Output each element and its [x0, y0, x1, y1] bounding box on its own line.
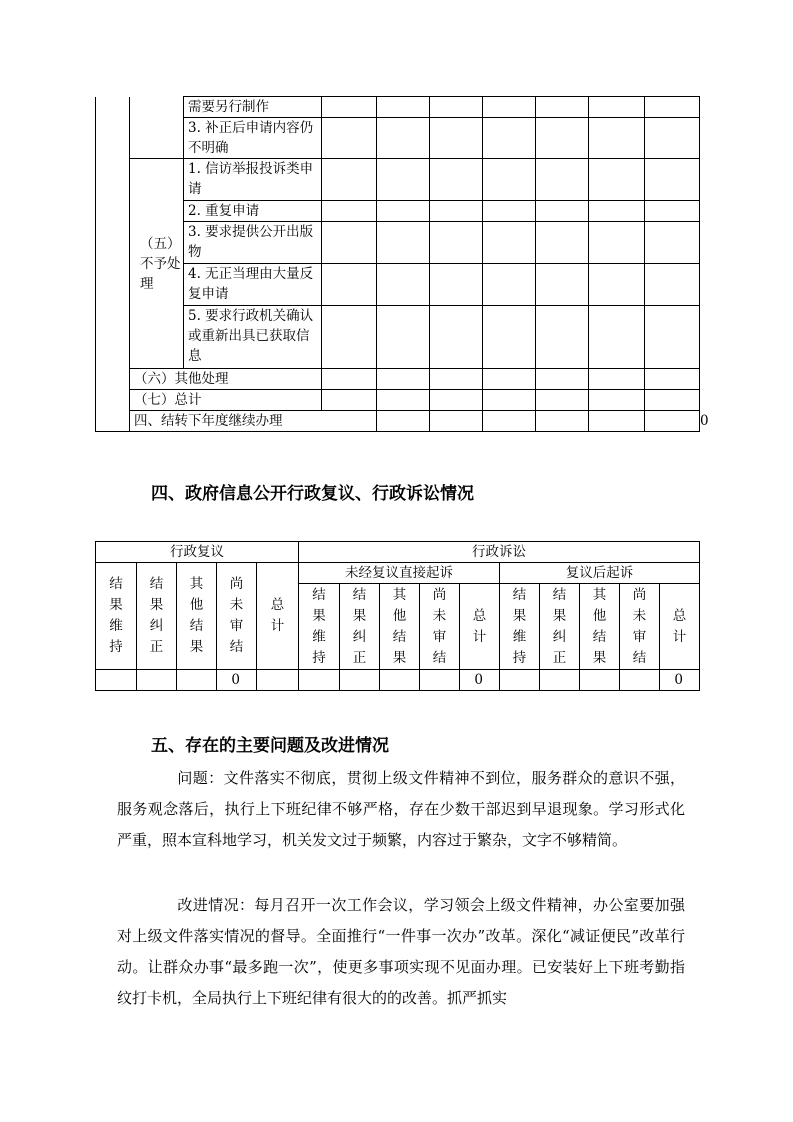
- head-review: 行政复议: [96, 542, 299, 563]
- empty-cell: [377, 159, 430, 201]
- empty-cell: [377, 222, 430, 264]
- empty-cell: [589, 369, 645, 390]
- review-total-value: 0: [217, 670, 257, 691]
- col-maintain: 结果维持: [500, 584, 540, 670]
- empty-cell: [377, 201, 430, 222]
- empty-cell: [536, 201, 589, 222]
- empty-cell: [322, 201, 377, 222]
- row-label: 3. 补正后申请内容仍不明确: [184, 118, 322, 159]
- empty-cell: [299, 670, 340, 691]
- review-litigation-table: [95, 541, 700, 691]
- empty-cell: [483, 369, 536, 390]
- col-correct: 结果纠正: [540, 584, 580, 670]
- empty-cell: [536, 411, 589, 432]
- empty-cell: [540, 670, 580, 691]
- empty-cell: [322, 97, 377, 118]
- empty-cell: [580, 670, 620, 691]
- col-other: 其他结果: [580, 584, 620, 670]
- empty-cell: [536, 369, 589, 390]
- problem-paragraph: 问题：文件落实不彻底，贯彻上级文件精神不到位，服务群众的意识不强，服务观念落后，执行上下班纪律不够严格，存在少数干部迟到早退现象。学习形式化严重，照本宣科地学习，机关发文过于频繁，内容过于繁杂，文字不够精简。: [117, 769, 685, 849]
- empty-cell: [536, 118, 589, 159]
- empty-cell: [483, 118, 536, 159]
- empty-cell: [420, 670, 460, 691]
- empty-cell: [620, 670, 660, 691]
- empty-cell: [96, 670, 137, 691]
- empty-cell: [536, 264, 589, 306]
- empty-cell: [430, 306, 483, 369]
- section-5-title: 五、存在的主要问题及改进情况: [151, 736, 389, 756]
- empty-cell: [377, 369, 430, 390]
- empty-cell: [645, 264, 700, 306]
- empty-cell: [645, 390, 700, 411]
- empty-cell: [589, 118, 645, 159]
- empty-cell: [177, 670, 217, 691]
- empty-cell: [536, 159, 589, 201]
- row-label: 3. 要求提供公开出版物: [184, 222, 322, 264]
- empty-cell: [483, 390, 536, 411]
- empty-cell: [645, 306, 700, 369]
- empty-cell: [645, 118, 700, 159]
- empty-cell: [430, 118, 483, 159]
- empty-cell: [322, 118, 377, 159]
- direct-total-value: 0: [460, 670, 500, 691]
- improvement-paragraph: 改进情况：每月召开一次工作会议，学习领会上级文件精神，办公室要加强对上级文件落实情况的督导。全面推行“一件事一次办”改革。深化“减证便民”改革行动。让群众办事“最多跑一次”，使更多事项实现不见面办理。已安装好上下班考勤指纹打卡机，全局执行上下班纪律有很大的的改善。抓严抓实: [117, 896, 685, 1007]
- row-label: 需要另行制作: [184, 97, 322, 118]
- empty-cell: [483, 264, 536, 306]
- empty-cell: [430, 97, 483, 118]
- empty-cell: [536, 306, 589, 369]
- row-label: 4. 无正当理由大量反复申请: [184, 264, 322, 306]
- col-other: 其他结果: [177, 563, 217, 670]
- head-litigation: 行政诉讼: [299, 542, 700, 563]
- empty-cell: [257, 670, 299, 691]
- row-label: （七）总计: [130, 390, 322, 411]
- empty-cell: [322, 159, 377, 201]
- empty-cell: [483, 306, 536, 369]
- empty-cell: [645, 369, 700, 390]
- empty-cell: [536, 97, 589, 118]
- empty-cell: [500, 670, 540, 691]
- empty-cell: [430, 201, 483, 222]
- empty-cell: [380, 670, 420, 691]
- empty-cell: [645, 97, 700, 118]
- col-pending: 尚未审结: [620, 584, 660, 670]
- col-total: 总计: [460, 584, 500, 670]
- col-correct: 结果纠正: [137, 563, 177, 670]
- col-pending: 尚未审结: [217, 563, 257, 670]
- empty-cell: [322, 306, 377, 369]
- empty-cell: [536, 390, 589, 411]
- empty-cell: [377, 264, 430, 306]
- empty-cell: [589, 159, 645, 201]
- empty-cell: [589, 306, 645, 369]
- empty-cell: [483, 411, 536, 432]
- empty-cell: [322, 222, 377, 264]
- row-label: 1. 信访举报投诉类申请: [184, 159, 322, 201]
- col-other: 其他结果: [380, 584, 420, 670]
- empty-cell: [430, 390, 483, 411]
- empty-cell: [137, 670, 177, 691]
- empty-cell: [483, 201, 536, 222]
- row-label: （六）其他处理: [130, 369, 322, 390]
- col-pending: 尚未审结: [420, 584, 460, 670]
- empty-cell: [645, 159, 700, 201]
- empty-cell: [589, 390, 645, 411]
- col-maintain: 结果维持: [96, 563, 137, 670]
- empty-cell: [589, 97, 645, 118]
- empty-cell: [483, 97, 536, 118]
- group-label: （五）不予处理: [130, 159, 184, 369]
- col-maintain: 结果维持: [299, 584, 340, 670]
- empty-cell: [377, 390, 430, 411]
- empty-cell: [645, 201, 700, 222]
- col-total: 总计: [257, 563, 299, 670]
- empty-cell: [589, 264, 645, 306]
- row-label: 四、结转下年度继续办理: [130, 411, 377, 432]
- col-total: 总计: [660, 584, 700, 670]
- empty-cell: [589, 411, 645, 432]
- empty-cell: [377, 306, 430, 369]
- empty-cell: [377, 411, 430, 432]
- section-4-title: 四、政府信息公开行政复议、行政诉讼情况: [151, 484, 474, 504]
- after-total-value: 0: [660, 670, 700, 691]
- empty-cell: [430, 411, 483, 432]
- empty-cell: [322, 369, 377, 390]
- empty-cell: [430, 369, 483, 390]
- empty-cell: [536, 222, 589, 264]
- empty-cell: [377, 97, 430, 118]
- empty-cell: [430, 159, 483, 201]
- empty-cell: [483, 159, 536, 201]
- head-direct: 未经复议直接起诉: [299, 563, 500, 584]
- row-label: 5. 要求行政机关确认或重新出具已获取信息: [184, 306, 322, 369]
- empty-cell: [322, 390, 377, 411]
- head-after: 复议后起诉: [500, 563, 700, 584]
- empty-cell: [589, 222, 645, 264]
- empty-cell: [483, 222, 536, 264]
- blank-group-cell: [130, 97, 184, 159]
- empty-cell: [645, 411, 700, 432]
- col-correct: 结果纠正: [340, 584, 380, 670]
- empty-cell: [430, 264, 483, 306]
- empty-cell: [430, 222, 483, 264]
- application-results-table: 需要另行制作 3. 补正后申请内容仍不明确 （五）不予处理 1. 信访举报投诉类申请 2. 重复申请 3. 要求提供公开出版物 4. 无正当理由大量反复申请 5. 要求行政机关确认或重新出具已获取信息 （六）其他处理 （七）总计 四、结转下年度继续办理 0: [95, 96, 700, 432]
- empty-cell: [589, 201, 645, 222]
- empty-cell: [340, 670, 380, 691]
- row-label: 2. 重复申请: [184, 201, 322, 222]
- empty-cell: [645, 222, 700, 264]
- empty-cell: [377, 118, 430, 159]
- blank-indent-cell: [96, 97, 130, 432]
- empty-cell: [322, 264, 377, 306]
